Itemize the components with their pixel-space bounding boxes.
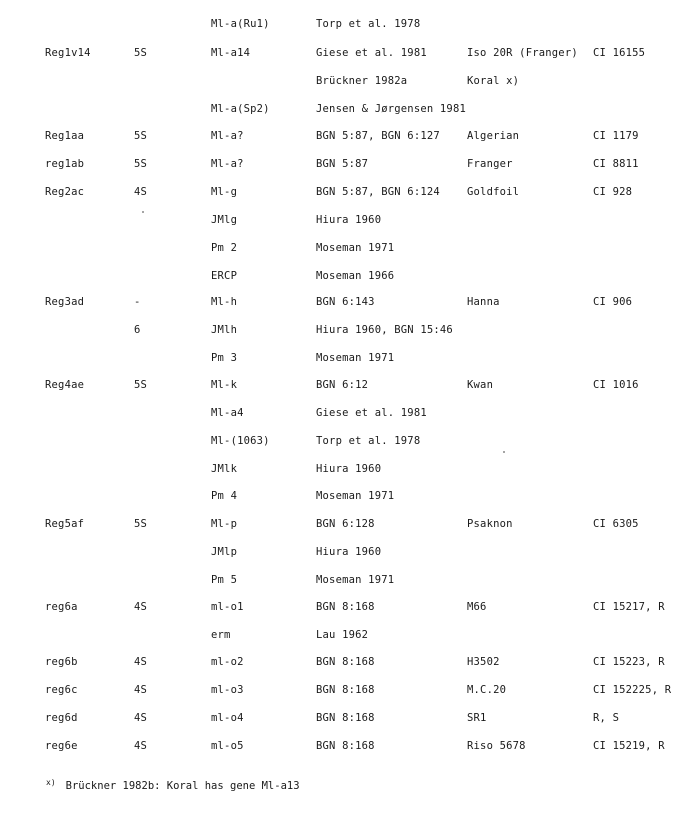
gene-cell: reg6c [45,684,78,696]
gene-cell: reg6e [45,740,78,752]
table-row [0,459,697,479]
chromosome-cell: 4S [134,684,148,696]
table-row [0,514,697,534]
allele-cell: Ml-a4 [211,407,244,419]
cultivar-cell: H3502 [467,656,500,668]
reference-cell: Lau 1962 [316,629,369,641]
reference-cell: Moseman 1971 [316,352,395,364]
reference-cell: Brückner 1982a [316,75,408,87]
reference-cell: Moseman 1971 [316,490,395,502]
reference-cell: Jensen & Jørgensen 1981 [316,103,466,115]
gene-cell: reg6b [45,656,78,668]
reference-cell: Hiura 1960 [316,546,382,558]
cultivar-cell: Kwan [467,379,494,391]
allele-cell: ml-o5 [211,740,244,752]
allele-cell: JMlp [211,546,238,558]
allele-cell: Ml-a? [211,130,244,142]
reference-cell: Torp et al. 1978 [316,435,421,447]
reference-cell: BGN 8:168 [316,712,375,724]
table-row [0,736,697,756]
ci-number-cell: CI 928 [593,186,633,198]
footnote [46,773,686,796]
ci-number-cell: CI 16155 [593,47,646,59]
scan-speck [142,211,144,213]
table-row [0,126,697,146]
table-row [0,238,697,258]
chromosome-cell: 4S [134,186,148,198]
reference-cell: BGN 6:12 [316,379,369,391]
table-row [0,154,697,174]
table-row [0,99,697,119]
reference-cell: BGN 8:168 [316,656,375,668]
allele-cell: JMlk [211,463,238,475]
reference-cell: Giese et al. 1981 [316,47,427,59]
allele-cell: Ml-a(Ru1) [211,18,270,30]
allele-cell: Ml-k [211,379,238,391]
footnote-text: Brückner 1982b: Koral has gene Ml-a13 [65,780,300,792]
ci-number-cell: CI 6305 [593,518,639,530]
ci-number-cell: R, S [593,712,620,724]
reference-cell: Giese et al. 1981 [316,407,427,419]
table-row [0,625,697,645]
table-row [0,542,697,562]
table-row [0,431,697,451]
ci-number-cell: CI 1179 [593,130,639,142]
cultivar-cell: Goldfoil [467,186,520,198]
ci-number-cell: CI 15223, R [593,656,665,668]
allele-cell: Pm 2 [211,242,238,254]
ci-number-cell: CI 15219, R [593,740,665,752]
table-row [0,71,697,91]
allele-cell: Ml-a? [211,158,244,170]
chromosome-cell: 6 [134,324,141,336]
allele-cell: Ml-g [211,186,238,198]
allele-cell: Ml-h [211,296,238,308]
reference-cell: Hiura 1960, BGN 15:46 [316,324,453,336]
chromosome-cell: 5S [134,47,148,59]
table-row [0,708,697,728]
cultivar-cell: Franger [467,158,513,170]
reference-cell: Moseman 1966 [316,270,395,282]
allele-cell: ERCP [211,270,238,282]
table-row [0,348,697,368]
reference-cell: BGN 5:87 [316,158,369,170]
table-row [0,210,697,230]
cultivar-cell: Psaknon [467,518,513,530]
table-row [0,570,697,590]
chromosome-cell: 4S [134,712,148,724]
cultivar-cell: SR1 [467,712,487,724]
cultivar-cell: Hanna [467,296,500,308]
footnote-mark: x) [46,778,56,787]
ci-number-cell: CI 15217, R [593,601,665,613]
allele-cell: Ml-p [211,518,238,530]
allele-cell: erm [211,629,231,641]
reference-cell: Torp et al. 1978 [316,18,421,30]
table-row [0,14,697,34]
gene-cell: Reg3ad [45,296,85,308]
table-row [0,597,697,617]
reference-cell: BGN 8:168 [316,684,375,696]
reference-cell: Hiura 1960 [316,214,382,226]
gene-cell: Reg1aa [45,130,85,142]
gene-cell: reg1ab [45,158,85,170]
allele-cell: ml-o4 [211,712,244,724]
chromosome-cell: 4S [134,656,148,668]
table-row [0,486,697,506]
allele-cell: JMlh [211,324,238,336]
gene-cell: Reg5af [45,518,85,530]
chromosome-cell: 5S [134,130,148,142]
ci-number-cell: CI 1016 [593,379,639,391]
gene-cell: Reg4ae [45,379,85,391]
allele-cell: Ml-a14 [211,47,251,59]
table-row [0,375,697,395]
gene-cell: Reg1v14 [45,47,91,59]
table-row [0,292,697,312]
table-row [0,43,697,63]
chromosome-cell: 5S [134,158,148,170]
cultivar-cell: Iso 20R (Franger) [467,47,578,59]
cultivar-cell: Algerian [467,130,520,142]
gene-cell: Reg2ac [45,186,85,198]
allele-cell: ml-o1 [211,601,244,613]
gene-cell: reg6a [45,601,78,613]
table-row [0,680,697,700]
allele-cell: Pm 3 [211,352,238,364]
ci-number-cell: CI 152225, R [593,684,672,696]
chromosome-cell: 4S [134,601,148,613]
reference-cell: Moseman 1971 [316,242,395,254]
reference-cell: Hiura 1960 [316,463,382,475]
cultivar-cell: Riso 5678 [467,740,526,752]
cultivar-cell: M.C.20 [467,684,507,696]
scan-speck [503,451,505,453]
table-row [0,652,697,672]
ci-number-cell: CI 906 [593,296,633,308]
reference-cell: BGN 5:87, BGN 6:124 [316,186,440,198]
gene-cell: reg6d [45,712,78,724]
allele-cell: ml-o3 [211,684,244,696]
chromosome-cell: - [134,296,141,308]
table-row [0,403,697,423]
allele-cell: Pm 4 [211,490,238,502]
reference-cell: BGN 8:168 [316,601,375,613]
allele-cell: Ml-a(Sp2) [211,103,270,115]
reference-cell: BGN 8:168 [316,740,375,752]
reference-cell: BGN 6:143 [316,296,375,308]
chromosome-cell: 5S [134,518,148,530]
table-row [0,182,697,202]
allele-cell: JMlg [211,214,238,226]
table-row [0,320,697,340]
cultivar-cell: M66 [467,601,487,613]
chromosome-cell: 4S [134,740,148,752]
allele-cell: ml-o2 [211,656,244,668]
reference-cell: BGN 6:128 [316,518,375,530]
chromosome-cell: 5S [134,379,148,391]
reference-cell: Moseman 1971 [316,574,395,586]
reference-cell: BGN 5:87, BGN 6:127 [316,130,440,142]
allele-cell: Ml-(1063) [211,435,270,447]
cultivar-cell: Koral x) [467,75,520,87]
allele-cell: Pm 5 [211,574,238,586]
table-row [0,266,697,286]
ci-number-cell: CI 8811 [593,158,639,170]
